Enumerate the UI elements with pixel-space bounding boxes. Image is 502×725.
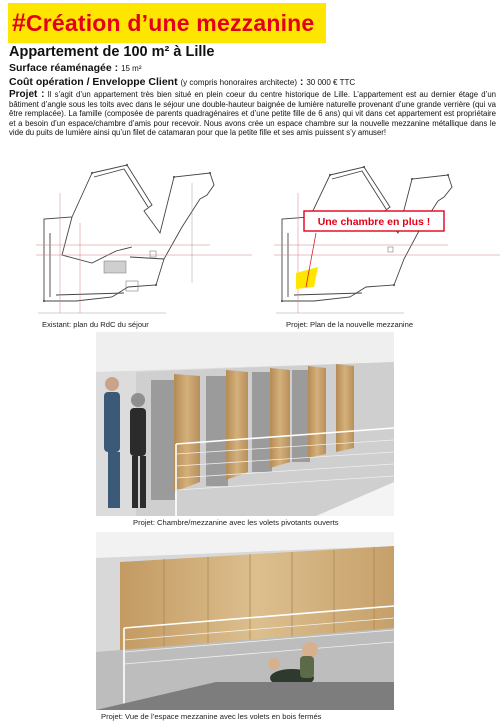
cost-value: 30 000 € TTC xyxy=(306,78,356,87)
page-title: Création d’une mezzanine xyxy=(25,9,315,36)
project-label: Projet : xyxy=(9,89,45,100)
cost-line xyxy=(9,76,355,88)
render-closed-shutters xyxy=(96,532,394,710)
title-banner xyxy=(8,3,326,43)
floor-plan-existing-drawing xyxy=(32,163,272,318)
render-closed-shutters-image xyxy=(96,532,394,710)
floor-plan-project-drawing xyxy=(272,163,502,318)
project-description xyxy=(9,90,496,138)
surface-value: 15 m² xyxy=(121,64,142,73)
surface-line xyxy=(9,62,142,74)
caption-render-open: Projet: Chambre/mezzanine avec les volets pivotants ouverts xyxy=(133,518,339,527)
render-open-shutters-image xyxy=(96,332,394,516)
caption-plan-existing: Existant: plan du RdC du séjour xyxy=(42,320,149,329)
callout-text: Une chambre en plus ! xyxy=(317,216,431,228)
plan-project xyxy=(272,163,502,318)
page-subtitle: Appartement de 100 m² à Lille xyxy=(9,44,215,60)
plan-existing xyxy=(32,163,272,318)
cost-label: Coût opération / Enveloppe Client xyxy=(9,76,178,88)
render-open-shutters xyxy=(96,332,394,516)
caption-render-closed: Projet: Vue de l’espace mezzanine avec les volets en bois fermés xyxy=(101,712,322,721)
cost-note: (y compris honoraires architecte) xyxy=(180,78,297,87)
surface-label: Surface réaménagée : xyxy=(9,62,119,74)
caption-plan-project: Projet: Plan de la nouvelle mezzanine xyxy=(286,320,414,329)
hash-symbol: # xyxy=(12,8,26,37)
cost-separator: : xyxy=(299,76,304,88)
project-text: Il s’agit d’un appartement très bien situé en plein coeur du centre historique de Lille. L’appartement est au dernier étage d’un bâtiment d’angle sous les toits avec dans le séjour une double-hauteur baignée de lumière naturelle provenant d’une grande verrière (qui va être remplacée). La famille (composée de parents quadragénaires et d’une petite fille de 6 ans) qui vit dans cet appartement est propriétaire et a besoin d’un espace/chambre d’amis pour recevoir. Nous avons crée un espace chambre sur la nouvelle mezzanine métallique dans le vide du puits de lumière ainsi qu’un filet de catamaran pour que la petite fille et ses amis puissent s’y amuser! xyxy=(9,90,496,138)
